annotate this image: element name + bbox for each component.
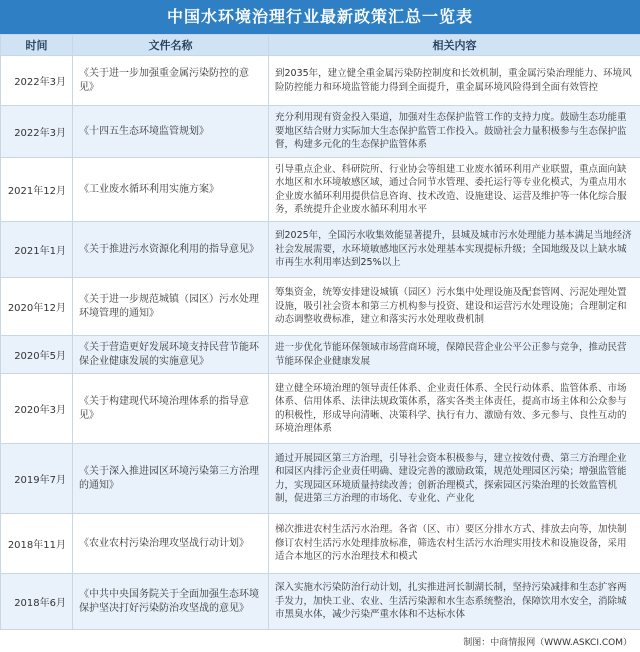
table-row (1, 374, 640, 444)
row-content: 到2035年，建立健全重金属污染防控制度和长效机制，重金属污染治理能力、环境风险防控能力和环境监管能力得到全面提升，重金属环境风险得到全面有效管控 (269, 56, 640, 106)
row-document-name: 《十四五生态环境监管规划》 (73, 106, 269, 158)
row-document-name: 《关于进一步规范城镇（园区）污水处理环境管理的通知》 (73, 278, 269, 336)
header-document-name: 文件名称 (73, 35, 269, 56)
table-row (1, 336, 640, 374)
row-date: 2020年5月 (1, 336, 73, 374)
header-row (1, 35, 640, 56)
policy-table (0, 34, 640, 630)
row-date: 2019年7月 (1, 444, 73, 514)
table-row (1, 278, 640, 336)
row-date: 2018年11月 (1, 514, 73, 574)
row-content: 梯次推进农村生活污水治理。各省（区、市）要区分排水方式、排放去向等，加快制修订农村生活污水处理排放标准，筛选农村生活污水治理实用技术和设施设备，采用适合本地区的污水治理技术和模式 (269, 514, 640, 574)
row-content: 到2025年，全国污水收集效能显著提升，县城及城市污水处理能力基本满足当地经济社会发展需要，水环境敏感地区污水处理基本实现提标升级；全国地级及以上缺水城市再生水利用率达到25%以上 (269, 222, 640, 278)
row-document-name: 《农业农村污染治理攻坚战行动计划》 (73, 514, 269, 574)
row-content: 引导重点企业、科研院所、行业协会等组建工业废水循环利用产业联盟，重点面向缺水地区和水环境敏感区域，通过合同节水管理、委托运行等专业化模式，为重点用水企业废水循环利用提供信息咨询、技术改造、设施建设、运营及维护等一体化综合服务，系统提升企业废水循环利用水平 (269, 158, 640, 222)
row-document-name: 《关于进一步加强重金属污染防控的意见》 (73, 56, 269, 106)
row-content: 进一步优化节能环保领域市场营商环境，保障民营企业公平公正参与竞争，推动民营节能环保企业健康发展 (269, 336, 640, 374)
row-content: 深入实施水污染防治行动计划，扎实推进河长制湖长制，坚持污染减排和生态扩容两手发力，加快工业、农业、生活污染源和水生态系统整治，保障饮用水安全，消除城市黑臭水体，减少污染严重水体和不达标水体 (269, 574, 640, 630)
table-row (1, 222, 640, 278)
row-document-name: 《中共中央国务院关于全面加强生态环境保护坚决打好污染防治攻坚战的意见》 (73, 574, 269, 630)
table-row (1, 56, 640, 106)
row-date: 2020年12月 (1, 278, 73, 336)
table-row (1, 444, 640, 514)
row-document-name: 《关于深入推进园区环境污染第三方治理的通知》 (73, 444, 269, 514)
table-row (1, 158, 640, 222)
row-date: 2018年6月 (1, 574, 73, 630)
row-document-name: 《关于营造更好发展环境支持民营节能环保企业健康发展的实施意见》 (73, 336, 269, 374)
table-row (1, 514, 640, 574)
row-document-name: 《工业废水循环利用实施方案》 (73, 158, 269, 222)
source-credit: 制图：中商情报网（WWW.ASKCI.COM） (463, 638, 632, 648)
table-row (1, 574, 640, 630)
row-date: 2022年3月 (1, 56, 73, 106)
header-content: 相关内容 (269, 35, 640, 56)
row-content: 建立健全环境治理的领导责任体系、企业责任体系、全民行动体系、监管体系、市场体系、信用体系、法律法规政策体系，落实各类主体责任，提高市场主体和公众参与的积极性，形成导向清晰、决策科学、执行有力、激励有效、多元参与、良性互动的环境治理体系 (269, 374, 640, 444)
row-date: 2021年12月 (1, 158, 73, 222)
row-content: 筹集资金，统筹安排建设城镇（园区）污水集中处理设施及配套管网、污泥处理处置设施，吸引社会资本和第三方机构参与投资、建设和运营污水处理设施；合理制定和动态调整收费标准，建立和落实污水处理收费机制 (269, 278, 640, 336)
row-content: 充分利用现有资金投入渠道，加强对生态保护监管工作的支持力度。鼓励生态功能重要地区结合财力实际加大生态保护监管工作投入。鼓励社会力量积极参与生态保护监督，构建多元化的生态保护监管体系 (269, 106, 640, 158)
row-date: 2021年1月 (1, 222, 73, 278)
table-title: 中国水环境治理行业最新政策汇总一览表 (0, 0, 640, 34)
row-document-name: 《关于构建现代环境治理体系的指导意见》 (73, 374, 269, 444)
row-content: 通过开展园区第三方治理，引导社会资本积极参与，建立按效付费、第三方治理企业和园区内排污企业责任明确、建设完善的激励政策，规范处理园区污染；增强监管能力，实现园区环境质量持续改善；创新治理模式，探索园区污染治理的长效监管机制，促进第三方治理的市场化、专业化、产业化 (269, 444, 640, 514)
row-date: 2020年3月 (1, 374, 73, 444)
header-date: 时间 (1, 35, 73, 56)
table-row (1, 106, 640, 158)
row-document-name: 《关于推进污水资源化利用的指导意见》 (73, 222, 269, 278)
row-date: 2022年3月 (1, 106, 73, 158)
